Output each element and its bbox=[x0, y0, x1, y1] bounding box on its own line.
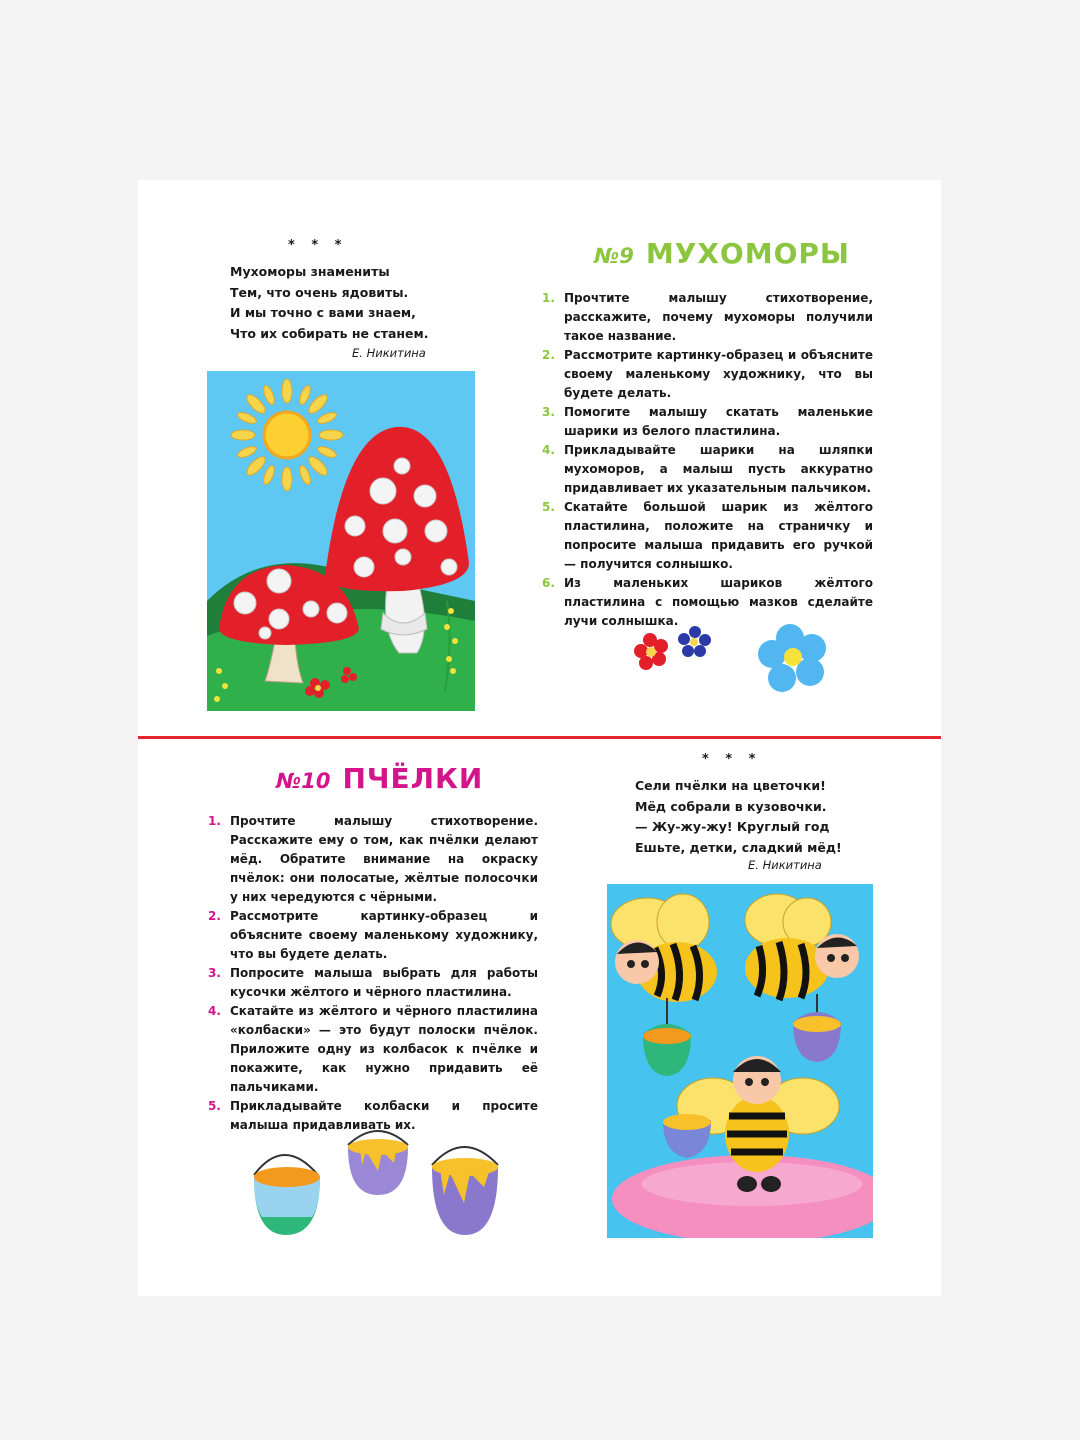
section-divider bbox=[138, 736, 941, 739]
title-name: ПЧЁЛКИ bbox=[342, 762, 484, 795]
poem-line: Тем, что очень ядовиты. bbox=[230, 284, 409, 300]
poem-author: Е. Никитина bbox=[352, 346, 426, 360]
large-blue-flower-icon bbox=[758, 624, 826, 692]
poem-line: Что их собирать не станем. bbox=[230, 325, 429, 341]
step-text: Из маленьких шариков жёлтого пластилина с помощью мазков сделайте лучи солнышка. bbox=[564, 576, 873, 628]
step-number: 2. bbox=[542, 348, 555, 362]
bees-title bbox=[276, 762, 483, 795]
poem-line: Сели пчёлки на цветочки! bbox=[635, 778, 826, 793]
step-number: 4. bbox=[542, 443, 555, 457]
step-number: 3. bbox=[542, 405, 555, 419]
bees-illustration bbox=[607, 884, 873, 1238]
poem-stars: * * * bbox=[702, 752, 762, 767]
poem-line: Мёд собрали в кузовочки. bbox=[635, 798, 827, 814]
step-number: 3. bbox=[208, 966, 221, 980]
honey-pot-icon bbox=[348, 1131, 408, 1195]
mushrooms-title bbox=[594, 237, 850, 270]
poem-line: Ешьте, детки, сладкий мёд! bbox=[635, 839, 842, 855]
step-text: Прочтите малышу стихотворение. Расскажите ему о том, как пчёлки делают мёд. Обратите внимание на окраску пчёлок: они полосатые, жёлтые полосочки у них чередуются с чёрными. bbox=[230, 814, 538, 904]
honey-pot-samples bbox=[240, 1125, 510, 1245]
list-item bbox=[208, 812, 538, 907]
bees-poem bbox=[635, 776, 842, 858]
list-item bbox=[208, 907, 538, 964]
step-number: 2. bbox=[208, 909, 221, 923]
list-item bbox=[542, 498, 873, 574]
step-text: Прочтите малышу стихотворение, расскажите, почему мухоморы получили такое название. bbox=[564, 291, 873, 343]
list-item bbox=[542, 441, 873, 498]
poem-line: — Жу-жу-жу! Круглый год bbox=[635, 819, 830, 834]
blue-flower-icon bbox=[678, 626, 711, 657]
title-number: №10 bbox=[276, 769, 331, 793]
poem-line: И мы точно с вами знаем, bbox=[230, 305, 416, 320]
list-item bbox=[542, 289, 873, 346]
step-text: Прикладывайте колбаски и просите малыша придавливать их. bbox=[230, 1099, 538, 1132]
honey-pot-icon bbox=[432, 1147, 498, 1235]
step-text: Помогите малышу скатать маленькие шарики из белого пластилина. bbox=[564, 405, 873, 438]
bees-steps bbox=[208, 812, 538, 1135]
step-text: Рассмотрите картинку-образец и объясните своему маленькому художнику, что вы будете делать. bbox=[230, 909, 538, 961]
sun-icon bbox=[231, 379, 343, 491]
mushroom-illustration bbox=[207, 371, 475, 711]
step-text: Рассмотрите картинку-образец и объясните своему маленькому художнику, что вы будете делать. bbox=[564, 348, 873, 400]
step-number: 1. bbox=[542, 291, 555, 305]
step-number: 5. bbox=[542, 500, 555, 514]
list-item bbox=[208, 964, 538, 1002]
step-number: 1. bbox=[208, 814, 221, 828]
poem-stars: * * * bbox=[288, 238, 348, 253]
mushroom-poem bbox=[230, 262, 428, 344]
step-text: Попросите малыша выбрать для работы кусочки жёлтого и чёрного пластилина. bbox=[230, 966, 538, 999]
step-number: 5. bbox=[208, 1099, 221, 1113]
step-text: Прикладывайте шарики на шляпки мухоморов, а малыш пусть аккуратно придавливает их указательным пальчиком. bbox=[564, 443, 873, 495]
step-text: Скатайте большой шарик из жёлтого пластилина, положите на страничку и попросите малыша придавить его ручкой — получится солнышко. bbox=[564, 500, 873, 571]
list-item bbox=[542, 346, 873, 403]
poem-author: Е. Никитина bbox=[748, 858, 822, 872]
list-item bbox=[208, 1002, 538, 1097]
red-flower-icon bbox=[634, 633, 668, 670]
poem-line: Мухоморы знамениты bbox=[230, 264, 390, 279]
step-number: 4. bbox=[208, 1004, 221, 1018]
title-name: МУХОМОРЫ bbox=[645, 237, 850, 270]
list-item bbox=[542, 403, 873, 441]
title-number: №9 bbox=[594, 244, 634, 268]
flower-samples bbox=[630, 620, 860, 700]
mushrooms-steps bbox=[542, 289, 873, 631]
honey-pot-icon bbox=[254, 1155, 320, 1235]
step-text: Скатайте из жёлтого и чёрного пластилина «колбаски» — это будут полоски пчёлок. Приложите одну из колбасок к пчёлке и покажите, как нужно придавить её пальчиками. bbox=[230, 1004, 538, 1094]
step-number: 6. bbox=[542, 576, 555, 590]
